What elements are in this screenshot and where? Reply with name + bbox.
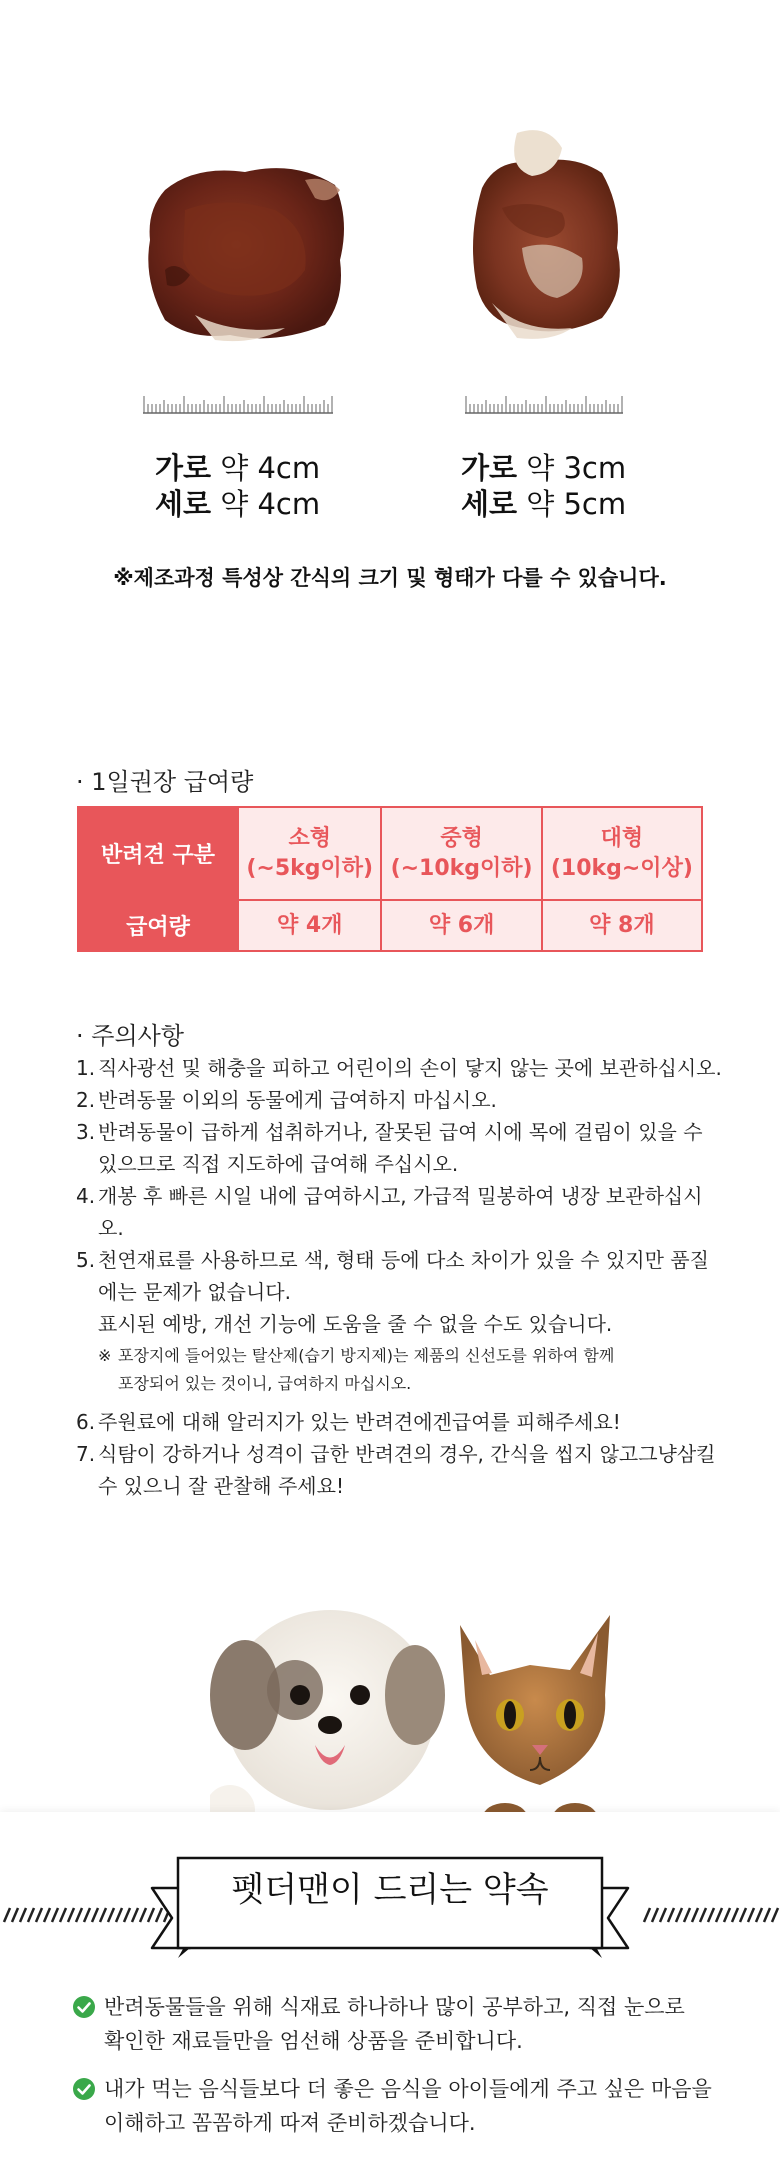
table-row [78,900,702,951]
height-label: 세로 [461,487,518,521]
item-line: 있으므로 직접 지도하에 급여해 주십시오. [98,1152,459,1176]
list-item [76,1438,726,1502]
item-line: 식탐이 강하거나 성격이 급한 반려견의 경우, 간식을 씹지 않고그냥삼킬 [98,1442,716,1466]
item-line: 반려동물들을 위해 식재료 하나하나 많이 공부하고, 직접 눈으로 [104,1995,685,2019]
list-item [72,2072,722,2140]
footnote-line: 포장되어 있는 것이니, 급여하지 마십시오. [118,1374,412,1393]
height-value: 약 4cm [220,487,321,521]
promise-title: 펫더맨이 드리는 약속 [231,1870,549,1910]
list-item [72,1990,722,2058]
width-value: 약 3cm [526,451,627,485]
size-range: (~10kg이하) [390,855,533,881]
item-text [98,1180,726,1244]
item-line: 주원료에 대해 알러지가 있는 반려견에겐급여를 피해주세요! [98,1410,621,1434]
width-value: 약 4cm [220,451,321,485]
item-line: 천연재료를 사용하므로 색, 형태 등에 다소 차이가 있을 수 있지만 품질 [98,1248,709,1272]
item-line: 개봉 후 빠른 시일 내에 급여하시고, 가급적 밀봉하여 냉장 보관하십시오. [98,1184,703,1240]
size-small-cell [238,807,381,900]
item-line: 확인한 재료들만을 엄선해 상품을 준비합니다. [104,2029,523,2053]
item-text [98,1052,726,1084]
feeding-title: · 1일권장 급여량 [76,768,254,796]
item-number: 2. [76,1088,96,1112]
item-text [98,1406,726,1438]
check-circle-icon [72,2072,104,2140]
item-text [104,1990,685,2058]
height-label: 세로 [155,487,212,521]
list-item [76,1180,726,1244]
product-2-size [461,450,626,522]
list-item [76,1244,726,1308]
item-number: 7. [76,1442,96,1466]
list-item [76,1406,726,1438]
size-large-cell [542,807,702,900]
item-text [98,1084,726,1116]
item-text [98,1438,726,1502]
item-text [98,1244,726,1308]
item-line: 이해하고 꼼꼼하게 따져 준비하겠습니다. [104,2111,476,2135]
item-text [98,1116,726,1180]
ruler-icon [143,392,333,414]
item-extra-note: 표시된 예방, 개선 기능에 도움을 줄 수 없을 수도 있습니다. [98,1312,613,1336]
item-number: 5. [76,1248,96,1272]
check-circle-icon [72,1990,104,2058]
item-number: 6. [76,1410,96,1434]
item-line: 수 있으니 잘 관찰해 주세요! [98,1474,344,1498]
height-value: 약 5cm [526,487,627,521]
item-text [104,2072,712,2140]
amount-medium: 약 6개 [381,900,541,951]
list-item [76,1052,726,1084]
product-1-size [155,450,320,522]
size-name: 대형 [600,825,644,851]
item-line: 직사광선 및 해충을 피하고 어린이의 손이 닿지 않는 곳에 보관하십시오. [98,1056,722,1080]
caution-list [76,1052,726,1502]
treat-photo-1 [135,150,360,350]
footnote [76,1342,726,1398]
amount-small: 약 4개 [238,900,381,951]
cautions-title: · 주의사항 [76,1022,184,1050]
amount-header: 급여량 [78,900,238,951]
item-line: 내가 먹는 음식들보다 더 좋은 음식을 아이들에게 주고 싶은 마음을 [104,2077,712,2101]
treat-photo-2 [462,128,632,343]
footnote-text [118,1342,614,1398]
feeding-table [77,806,703,952]
width-label: 가로 [155,451,212,485]
item-line: 반려동물이 급하게 섭취하거나, 잘못된 급여 시에 목에 걸림이 있을 수 [98,1120,703,1144]
size-name: 중형 [440,825,483,851]
footnote-line: 포장지에 들어있는 탈산제(습기 방지제)는 제품의 신선도를 위하여 함께 [118,1346,615,1365]
item-number: 1. [76,1056,96,1080]
category-header: 반려견 구분 [78,807,238,900]
size-range: (10kg~이상) [550,855,693,881]
size-medium-cell [381,807,541,900]
size-name: 소형 [288,825,331,851]
list-item [76,1116,726,1180]
item-number: 3. [76,1120,96,1144]
item-number: 4. [76,1184,96,1208]
size-note: ※제조과정 특성상 간식의 크기 및 형태가 다를 수 있습니다. [113,566,667,590]
ruler-icon [465,392,623,414]
item-line: 에는 문제가 없습니다. [98,1280,291,1304]
footnote-mark: ※ [98,1346,112,1365]
list-item [76,1084,726,1116]
size-range: (~5kg이하) [246,855,374,881]
dog-and-cat-image [210,1585,630,1830]
width-label: 가로 [461,451,518,485]
item-line: 반려동물 이외의 동물에게 급여하지 마십시오. [98,1088,497,1112]
table-row [78,807,702,900]
amount-large: 약 8개 [542,900,702,951]
